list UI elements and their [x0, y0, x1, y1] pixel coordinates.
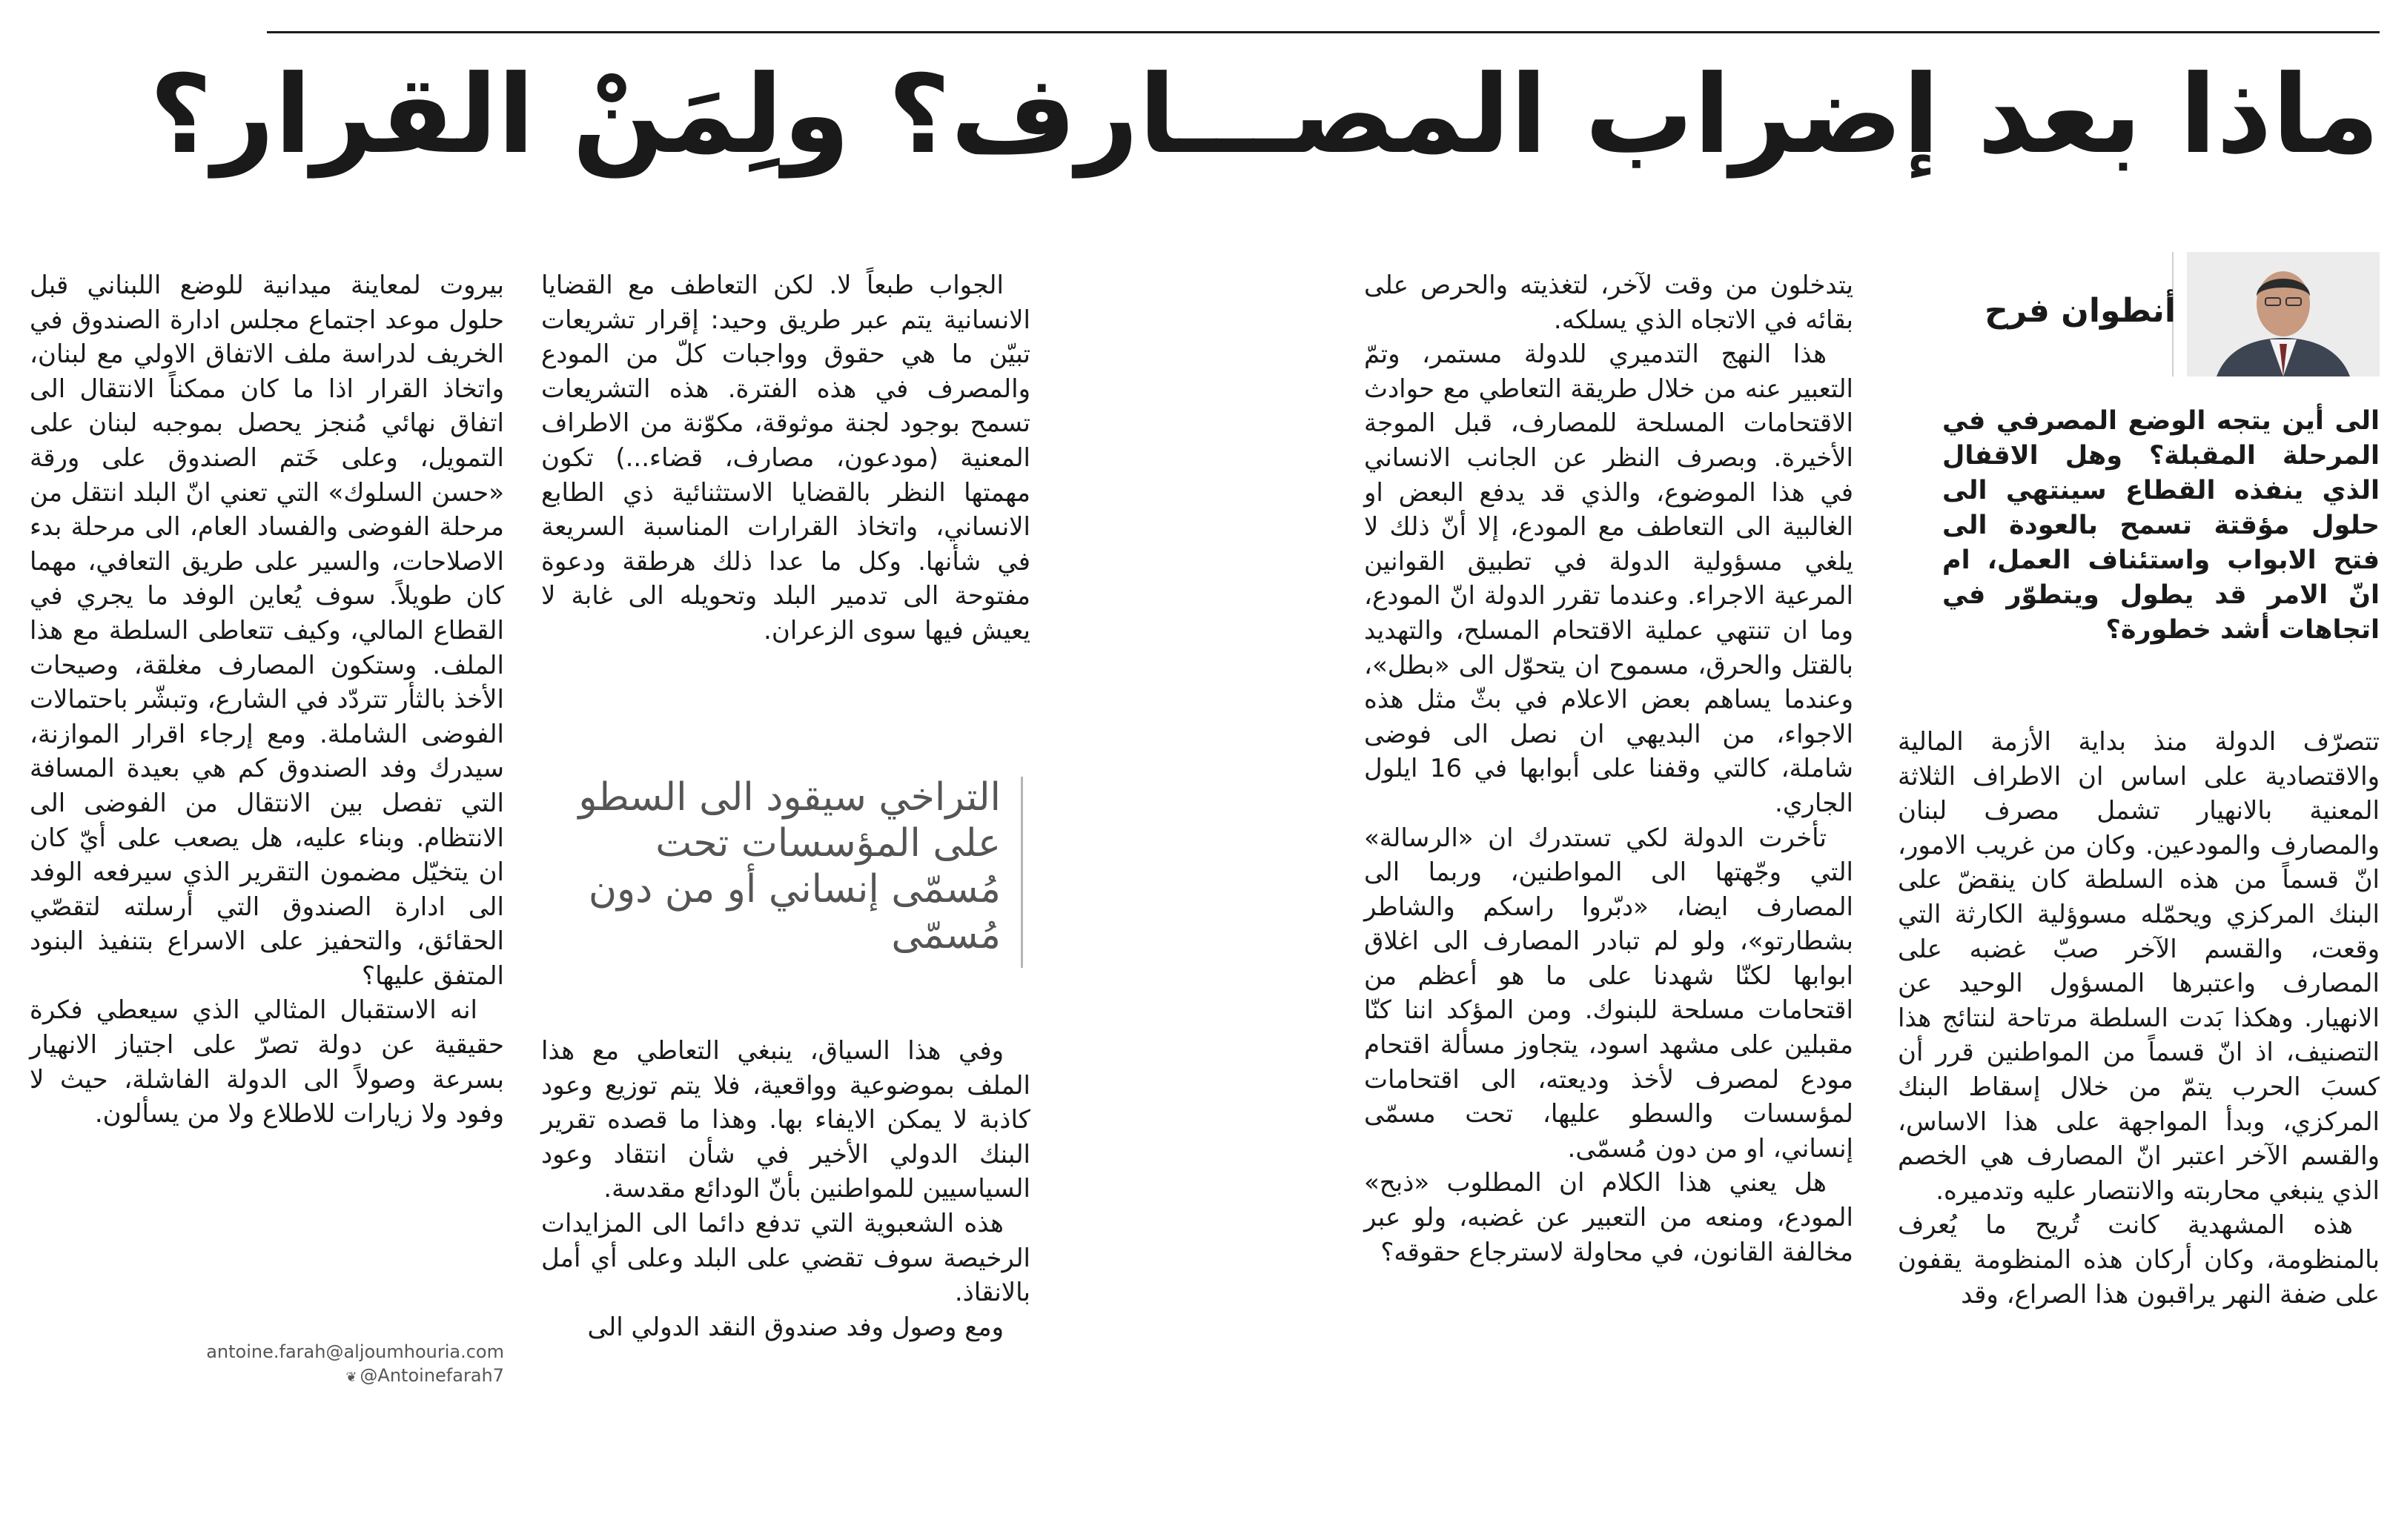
headline: ماذا بعد إضراب المصـــارف؟ ولِمَنْ القرار؟ [149, 52, 2380, 178]
paragraph: يتدخلون من وقت لآخر، لتغذيته والحرص على بقائه في الاتجاه الذي يسلكه. [1364, 271, 1853, 335]
author-portrait-icon [2187, 252, 2380, 376]
article-column-3-bottom [541, 1034, 1030, 1344]
pull-quote-rule [1021, 777, 1023, 968]
paragraph: وفي هذا السياق، ينبغي التعاطي مع هذا الملف بموضوعية وواقعية، فلا يتم توزيع وعود كاذبة لا يمكن الايفاء بها. وهذا ما قصده تقرير البنك الدولي الأخير في شأن انتقاد وعود السياسيين للمواطنين بأنّ الودائع مقدسة. [541, 1036, 1030, 1204]
article-column-3-top [541, 268, 1030, 648]
article-column-1 [1898, 725, 2380, 1312]
paragraph: الجواب طبعاً لا. لكن التعاطف مع القضايا الانسانية يتم عبر طريق وحيد: إقرار تشريعات تبيّن ما هي حقوق وواجبات كلّ من المودع والمصرف في هذه الفترة. هذه التشريعات تسمح بوجود لجنة موثوقة، مكوّنة من الاطراف المعنية (مودعون، مصارف، قضاء...) تكون مهمتها النظر بالقضايا الاستثنائية ذي الطابع الانساني، واتخاذ القرارات المناسبة السريعة في شأنها. وكل ما عدا ذلك هرطقة ودعوة مفتوحة الى تدمير البلد وتحويله الى غابة لا يعيش فيها سوى الزعران. [541, 271, 1030, 645]
pull-quote: التراخي سيقود الى السطو على المؤسسات تحت مُسمّى إنساني أو من دون مُسمّى [578, 775, 1001, 957]
paragraph: ومع وصول وفد صندوق النقد الدولي الى [587, 1312, 1004, 1342]
author-photo [2187, 252, 2380, 376]
article-column-4 [30, 268, 504, 1132]
paragraph: تأخرت الدولة لكي تستدرك ان «الرسالة» التي وجّهتها الى المواطنين، وربما الى المصارف ايضا، «دبّروا راسكم والشاطر بشطارتو»، ولو لم تبادر المصارف الى اغلاق ابوابها لكنّا شهدنا على ما هو أعظم من اقتحامات مسلحة للبنوك. ومن المؤكد اننا كنّا مقبلين على مشهد اسود، يتجاوز مسألة اقتحام مودع لمصرف لأخذ وديعته، الى اقتحامات لمؤسسات والسطو عليها، تحت مسمّى إنساني، او من دون مُسمّى. [1364, 823, 1853, 1164]
author-name: أنطوان فرح [1985, 292, 2176, 330]
twitter-icon: ❦ [345, 1370, 357, 1385]
lede: الى أين يتجه الوضع المصرفي في المرحلة المقبلة؟ وهل الاقفال الذي ينفذه القطاع سينتهي الى حلول مؤقتة تسمح بالعودة الى فتح الابواب واستئناف العمل، ام انّ الامر قد يطول ويتطوّر في اتجاهات أشد خطورة؟ [1942, 406, 2380, 645]
author-email[interactable]: antoine.farah@aljoumhouria.com [206, 1341, 504, 1362]
paragraph: بيروت لمعاينة ميدانية للوضع اللبناني قبل حلول موعد اجتماع مجلس ادارة الصندوق في الخريف لدراسة ملف الاتفاق الاولي مع لبنان، واتخاذ القرار اذا ما كان ممكناً الانتقال الى اتفاق نهائي مُنجز يحصل بموجبه لبنان على التمويل، وعلى خَتم الصندوق على ورقة «حسن السلوك» التي تعني انّ البلد انتقل من مرحلة الفوضى والفساد العام، الى مرحلة بدء الاصلاحات، والسير على طريق التعافي، مهما كان طويلاً. سوف يُعاين الوفد ما يجري في القطاع المالي، وكيف تتعاطى السلطة مع هذا الملف. وستكون المصارف مغلقة، وصيحات الأخذ بالثأر تتردّد في الشارع، وتبشّر باحتمالات الفوضى الشاملة. ومع إرجاء اقرار الموازنة، سيدرك وفد الصندوق كم هي بعيدة المسافة التي تفصل بين الانتقال من الفوضى الى الانتظام. وبناء عليه، هل يصعب على أيّ كان ان يتخيّل مضمون التقرير الذي سيرفعه الوفد الى ادارة الصندوق التي أرسلته لتقصّي الحقائق، والتحفيز على الاسراع بتنفيذ البنود المتفق عليها؟ [30, 271, 504, 991]
paragraph: هل يعني هذا الكلام ان المطلوب «ذبح» المودع، ومنعه من التعبير عن غضبه، ولو عبر مخالفة القانون، في محاولة لاسترجاع حقوقه؟ [1364, 1168, 1853, 1267]
paragraph: هذه الشعبوية التي تدفع دائما الى المزايدات الرخيصة سوف تقضي على البلد وعلى أي أمل بالانقاذ. [541, 1208, 1030, 1308]
author-twitter[interactable] [185, 1364, 504, 1390]
top-rule [267, 31, 2380, 33]
paragraph: انه الاستقبال المثالي الذي سيعطي فكرة حقيقية عن دولة تصرّ على اجتياز الانهيار بسرعة وصولاً الى الدولة الفاشلة، حيث لا وفود ولا زيارات للاطلاع ولا من يسألون. [30, 995, 504, 1129]
twitter-handle: @Antoinefarah7 [360, 1365, 504, 1386]
paragraph: هذه المشهدية كانت تُريح ما يُعرف بالمنظومة، وكان أركان هذه المنظومة يقفون على ضفة النهر يراقبون هذا الصراع، وقد [1898, 1210, 2380, 1310]
paragraph: هذا النهج التدميري للدولة مستمر، وتمّ التعبير عنه من خلال طريقة التعاطي مع حوادث الاقتحامات المسلحة للمصارف، قبل الموجة الأخيرة. وبصرف النظر عن الجانب الانساني في هذا الموضوع، والذي قد يدفع البعض او الغالبية الى التعاطف مع المودع، إلا أنّ ذلك لا يلغي مسؤولية الدولة في تطبيق القوانين المرعية الاجراء. وعندما تقرر الدولة انّ المودع، وما ان تنتهي عملية الاقتحام المسلح، والتهديد بالقتل والحرق، مسموح ان يتحوّل الى «بطل»، وعندما يساهم بعض الاعلام في بثّ مثل هذه الاجواء، من البديهي ان نصل الى فوضى شاملة، كالتي وقفنا على أبوابها في 16 ايلول الجاري. [1364, 339, 1853, 818]
paragraph: تتصرّف الدولة منذ بداية الأزمة المالية والاقتصادية على اساس ان الاطراف الثلاثة المعنية بالانهيار تشمل مصرف لبنان والمصارف والمودعين. وكان من غريب الامور، انّ قسماً من هذه السلطة كان ينقضّ على البنك المركزي ويحمّله مسوؤلية الكارثة التي وقعت، والقسم الآخر صبّ غضبه على المصارف واعتبرها المسؤول الوحيد عن الانهيار. وهكذا بَدت السلطة مرتاحة لنتائج هذا التصنيف، اذ انّ قسماً من المواطنين قرر أن كسبَ الحرب يتمّ من خلال إسقاط البنك المركزي، وبدأ المواجهة على هذا الاساس، والقسم الآخر اعتبر انّ المصارف هي الخصم الذي ينبغي محاربته والانتصار عليه وتدميره. [1898, 727, 2380, 1206]
article-column-2 [1364, 268, 1853, 1269]
